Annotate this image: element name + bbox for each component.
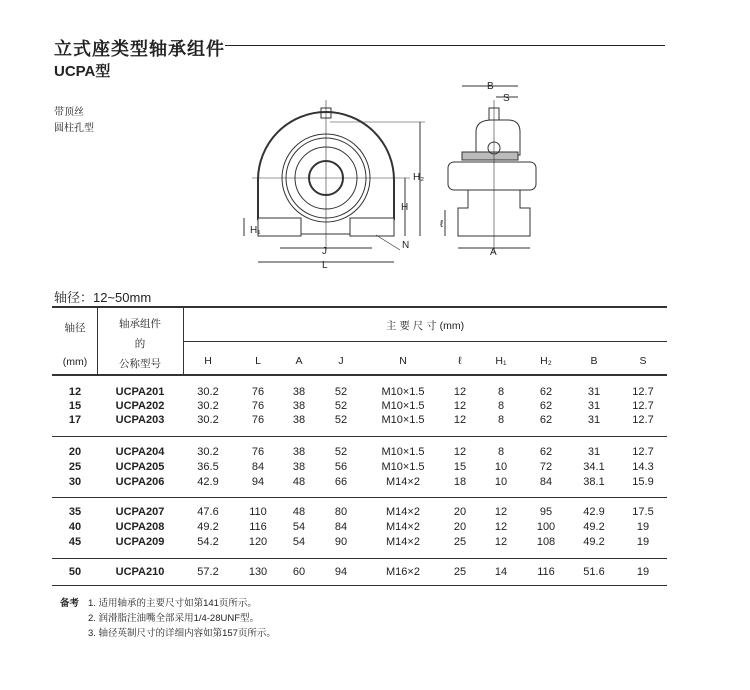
dimension-value: 76	[251, 414, 265, 426]
dimension-value: 110	[249, 506, 267, 518]
dimension-value: 52	[334, 446, 348, 458]
dimension-value: 49.2	[197, 521, 219, 533]
dimension-value: 12	[494, 506, 508, 518]
dimension-value: 120	[248, 536, 268, 548]
model-number: UCPA207	[115, 506, 165, 518]
dimension-value: 38	[292, 400, 306, 412]
dimension-value: 34.1	[583, 461, 605, 473]
dimension-value: 54	[292, 521, 306, 533]
dimension-value: 38	[292, 461, 306, 473]
dimension-value: 12	[453, 400, 467, 412]
dimension-value: 12	[453, 446, 467, 458]
header-shaft: 轴径	[64, 322, 86, 334]
dimension-value: 25	[453, 536, 467, 548]
dimension-value: 84	[539, 476, 553, 488]
dimension-value: 17.5	[632, 506, 654, 518]
dimension-value: 31	[587, 400, 601, 412]
column-header: L	[255, 355, 261, 367]
dimension-value: M14×2	[386, 521, 420, 533]
dimension-value: 8	[497, 414, 505, 426]
label-h: H	[401, 202, 409, 213]
dimension-value: 90	[334, 536, 348, 548]
dimension-value: 31	[587, 446, 601, 458]
column-header: A	[295, 355, 303, 367]
dimension-value: 30.2	[197, 400, 219, 412]
model-number: UCPA203	[115, 414, 165, 426]
dimension-value: 49.2	[583, 536, 605, 548]
dimension-value: 49.2	[583, 521, 605, 533]
dimension-value: 14.3	[632, 461, 654, 473]
dimension-value: 19	[636, 536, 650, 548]
header-model-3: 公称型号	[119, 358, 161, 370]
dimension-value: 48	[292, 506, 306, 518]
column-header: B	[590, 355, 598, 367]
dimension-value: 76	[251, 386, 265, 398]
dimension-value: 10	[494, 461, 508, 473]
note-item: 2. 润滑脂注油嘴全部采用1/4-28UNF型。	[88, 613, 260, 624]
dimension-value: 19	[636, 566, 650, 578]
dimension-value: 12.7	[632, 414, 654, 426]
dimension-value: M10×1.5	[381, 400, 425, 412]
dimension-value: M14×2	[386, 506, 420, 518]
dimension-value: 31	[587, 414, 601, 426]
dimension-value: 12.7	[632, 386, 654, 398]
dimension-value: 38.1	[583, 476, 605, 488]
shaft-diameter: 17	[68, 414, 82, 426]
notes-label: 备考	[60, 598, 80, 609]
model-number: UCPA208	[115, 521, 165, 533]
dimension-value: 8	[497, 446, 505, 458]
page-subtitle: UCPA型	[54, 63, 111, 80]
label-b: B	[487, 81, 494, 92]
dimension-value: 15.9	[632, 476, 654, 488]
model-number: UCPA210	[115, 566, 165, 578]
dimension-value: 42.9	[583, 506, 605, 518]
title-rule	[225, 45, 665, 46]
dimension-value: 12	[494, 521, 508, 533]
shaft-diameter: 50	[68, 566, 82, 578]
dimension-value: M10×1.5	[381, 446, 425, 458]
dimension-value: 62	[539, 400, 553, 412]
dimension-value: 52	[334, 400, 348, 412]
dimension-value: 62	[539, 386, 553, 398]
dimension-value: M10×1.5	[381, 386, 425, 398]
dimension-value: 56	[334, 461, 348, 473]
dimension-value: 20	[453, 521, 467, 533]
dimension-value: 130	[248, 566, 268, 578]
shaft-diameter: 20	[68, 446, 82, 458]
model-number: UCPA204	[115, 446, 165, 458]
dimension-value: 84	[251, 461, 265, 473]
column-header: J	[338, 355, 344, 367]
model-number: UCPA206	[115, 476, 165, 488]
label-h2: H₂	[413, 172, 425, 183]
shaft-diameter: 30	[68, 476, 82, 488]
header-shaft-unit: (mm)	[62, 356, 88, 368]
dimension-value: 62	[539, 414, 553, 426]
dimension-value: 20	[453, 506, 467, 518]
dimension-value: 14	[494, 566, 508, 578]
dimension-value: 8	[497, 386, 505, 398]
column-header: H	[204, 355, 212, 367]
label-n: N	[402, 240, 410, 251]
dimension-value: 116	[537, 566, 555, 578]
dimension-value: 100	[536, 521, 556, 533]
dimension-value: 76	[251, 400, 265, 412]
label-l-height: ℓ	[440, 219, 444, 230]
dimension-value: 25	[453, 566, 467, 578]
label-a: A	[490, 247, 497, 258]
model-number: UCPA201	[115, 386, 165, 398]
dimension-value: 10	[494, 476, 508, 488]
label-h1: H₁	[250, 225, 261, 236]
dimension-value: M14×2	[386, 476, 420, 488]
header-model-1: 轴承组件	[119, 318, 161, 330]
dimension-value: 48	[292, 476, 306, 488]
dimension-value: 108	[536, 536, 556, 548]
column-header: H₁	[495, 355, 507, 367]
dimension-value: M10×1.5	[381, 461, 425, 473]
dimension-value: 19	[636, 521, 650, 533]
model-number: UCPA205	[115, 461, 165, 473]
dimension-value: 12.7	[632, 446, 654, 458]
front-view	[244, 100, 425, 262]
model-number: UCPA209	[115, 536, 165, 548]
header-model-2: 的	[134, 338, 146, 350]
header-main-dimensions: 主 要 尺 寸 (mm)	[385, 320, 465, 332]
dimension-value: M16×2	[386, 566, 420, 578]
shaft-diameter: 35	[68, 506, 82, 518]
dimension-value: 30.2	[197, 386, 219, 398]
dimension-value: M10×1.5	[381, 414, 425, 426]
page-title: 立式座类型轴承组件	[54, 39, 225, 59]
shaft-diameter: 45	[68, 536, 82, 548]
dimension-value: 66	[334, 476, 348, 488]
shaft-range: 轴径：12~50mm	[54, 290, 152, 305]
dimension-value: 15	[453, 461, 467, 473]
dimension-value: 72	[539, 461, 553, 473]
shaft-diameter: 40	[68, 521, 82, 533]
dimension-value: 94	[251, 476, 265, 488]
note-item: 1. 适用轴承的主要尺寸如第141页所示。	[88, 598, 257, 609]
shaft-diameter: 15	[68, 400, 82, 412]
dimension-value: 38	[292, 386, 306, 398]
feature-set-screw: 带顶丝	[54, 107, 84, 118]
dimension-value: 30.2	[197, 446, 219, 458]
shaft-diameter: 25	[68, 461, 82, 473]
dimension-value: 95	[539, 506, 553, 518]
side-view	[445, 86, 536, 252]
dimension-value: 62	[539, 446, 553, 458]
feature-cylindrical-bore: 圆柱孔型	[54, 123, 94, 134]
dimension-value: M14×2	[386, 536, 420, 548]
dimension-value: 12	[453, 414, 467, 426]
shaft-diameter: 12	[68, 386, 82, 398]
dimension-value: 30.2	[197, 414, 219, 426]
label-l: L	[322, 260, 328, 270]
dimension-value: 12	[494, 536, 508, 548]
label-s: S	[503, 93, 510, 104]
dimension-value: 47.6	[197, 506, 219, 518]
dimension-value: 57.2	[197, 566, 219, 578]
label-j: J	[322, 246, 327, 257]
dimension-value: 76	[251, 446, 265, 458]
dimension-value: 52	[334, 414, 348, 426]
dimension-value: 80	[334, 506, 348, 518]
column-header: H₂	[540, 355, 552, 367]
column-header: N	[399, 355, 407, 367]
bearing-drawing	[230, 80, 570, 270]
dimension-value: 12.7	[632, 400, 654, 412]
dimension-value: 94	[334, 566, 348, 578]
dimension-value: 51.6	[583, 566, 605, 578]
dimension-value: 60	[292, 566, 306, 578]
column-header: S	[639, 355, 647, 367]
dimension-value: 116	[249, 521, 267, 533]
dimension-value: 12	[453, 386, 467, 398]
dimension-value: 38	[292, 446, 306, 458]
dimension-value: 31	[587, 386, 601, 398]
dimension-value: 18	[453, 476, 467, 488]
model-number: UCPA202	[115, 400, 165, 412]
dimension-value: 54	[292, 536, 306, 548]
dimension-value: 8	[497, 400, 505, 412]
dimension-value: 52	[334, 386, 348, 398]
dimension-value: 36.5	[197, 461, 219, 473]
column-header: ℓ	[458, 355, 462, 367]
dimension-value: 38	[292, 414, 306, 426]
dimension-value: 84	[334, 521, 348, 533]
note-item: 3. 轴径英制尺寸的详细内容如第157页所示。	[88, 628, 276, 639]
dimension-value: 54.2	[197, 536, 219, 548]
dimension-value: 42.9	[197, 476, 219, 488]
